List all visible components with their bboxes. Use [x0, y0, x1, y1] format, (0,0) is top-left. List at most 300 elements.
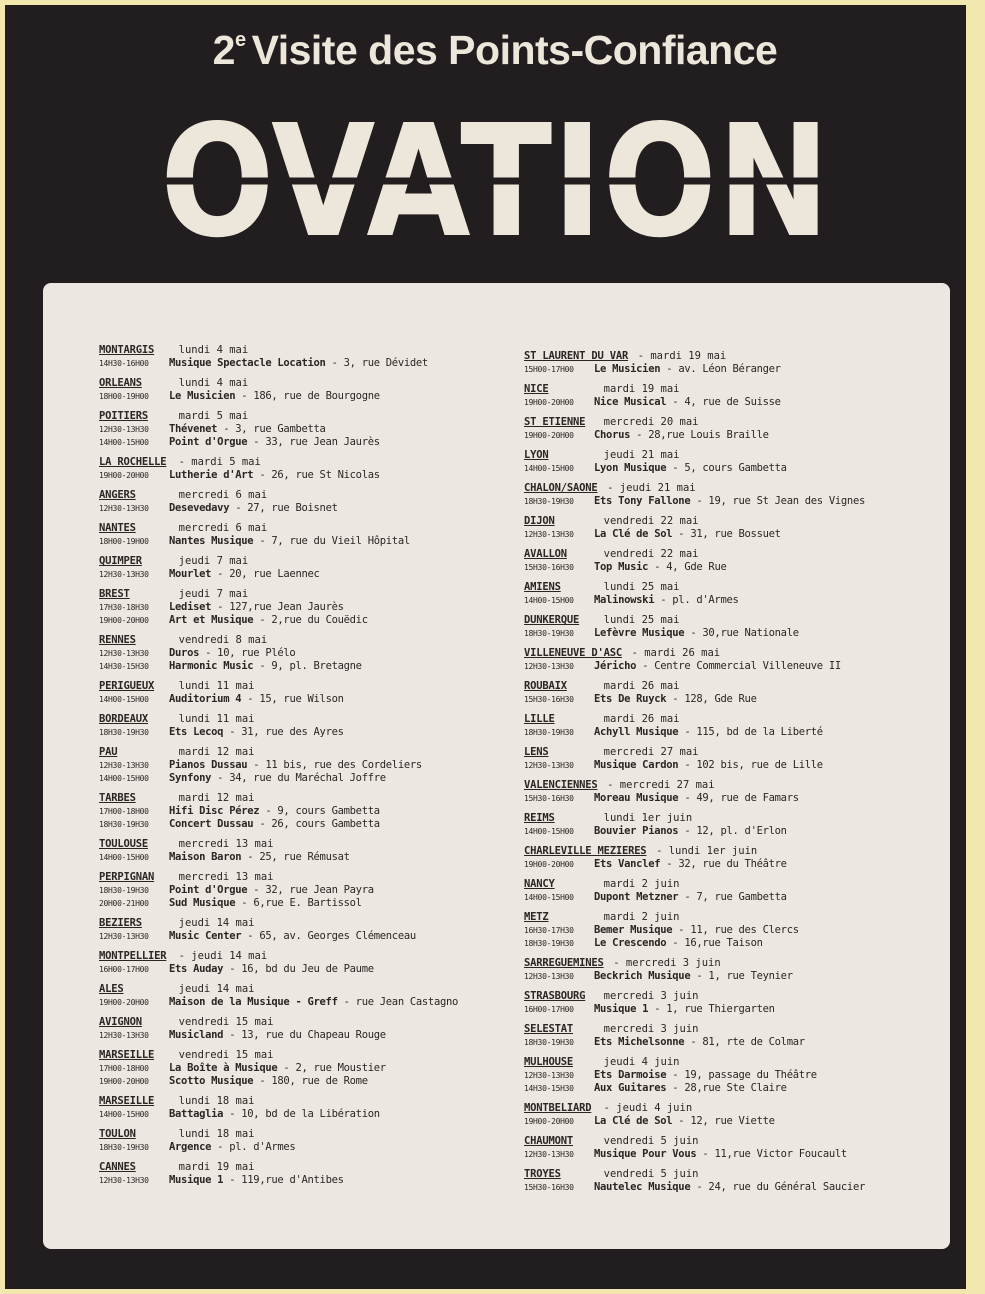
- entry-heading: [99, 341, 519, 354]
- stop-shop: Ets De Ruyck: [594, 693, 667, 705]
- stop-shop: Aux Guitares: [594, 1082, 667, 1094]
- stop-time: 19H00-20H00: [524, 860, 574, 869]
- schedule-entry: [524, 644, 934, 677]
- stop-shop: Concert Dussau: [169, 818, 254, 830]
- entry-heading: [99, 947, 519, 960]
- entry-city: NANCY: [524, 878, 555, 890]
- entry-city: NANTES: [99, 522, 136, 534]
- entry-stop: [524, 426, 934, 439]
- entry-date: mercredi 20 mai: [603, 416, 699, 428]
- stop-time: 12H30-13H30: [524, 1071, 574, 1080]
- stop-shop: Musique Cardon: [594, 759, 679, 771]
- entry-date: vendredi 15 mai: [178, 1049, 274, 1061]
- entry-city: MONTPELLIER: [99, 950, 167, 962]
- schedule-entry: [524, 512, 934, 545]
- entry-city: BREST: [99, 588, 130, 600]
- entry-city: CHAUMONT: [524, 1135, 573, 1147]
- entry-heading: [524, 1053, 934, 1066]
- stop-time: 20H00-21H00: [99, 899, 149, 908]
- entry-date: jeudi 14 mai: [178, 917, 255, 929]
- entry-city: PERIGUEUX: [99, 680, 155, 692]
- entry-date: jeudi 21 mai: [603, 449, 680, 461]
- entry-stop: [99, 993, 519, 1006]
- stop-shop: Ets Darmoise: [594, 1069, 667, 1081]
- ovation-logo: [155, 91, 835, 272]
- stop-time: 18H30-19H30: [99, 728, 149, 737]
- entry-city: LA ROCHELLE: [99, 456, 167, 468]
- entry-stop: [524, 1178, 934, 1191]
- stop-time: 15H30-16H30: [524, 794, 574, 803]
- stop-shop: La Boîte à Musique: [169, 1062, 278, 1074]
- entry-date: - mercredi 27 mai: [607, 779, 715, 791]
- stop-shop: Thévenet: [169, 423, 218, 435]
- schedule-entry: [524, 1099, 934, 1132]
- schedule-entry: [524, 776, 934, 809]
- entry-date: lundi 18 mai: [178, 1095, 255, 1107]
- entry-date: vendredi 5 juin: [603, 1135, 699, 1147]
- schedule-entry: [99, 486, 519, 519]
- stop-shop: Nice Musical: [594, 396, 667, 408]
- entry-heading: [99, 486, 519, 499]
- stop-time: 16H00-17H00: [524, 1005, 574, 1014]
- stop-address: - 3, rue Gambetta: [217, 423, 326, 435]
- entry-stop: [524, 756, 934, 769]
- entry-heading: [524, 1099, 934, 1112]
- schedule-entry: [99, 1046, 519, 1092]
- entry-city: QUIMPER: [99, 555, 142, 567]
- entry-date: lundi 11 mai: [178, 680, 255, 692]
- stop-time: 12H30-13H30: [99, 425, 149, 434]
- stop-address: - 31, rue Bossuet: [672, 528, 781, 540]
- entry-heading: [524, 380, 934, 393]
- ovation-logo-text: OVATION: [160, 91, 830, 272]
- schedule-entry: [524, 545, 934, 578]
- entry-date: mardi 12 mai: [178, 746, 255, 758]
- stop-shop: La Clé de Sol: [594, 528, 673, 540]
- entry-date: mardi 12 mai: [178, 792, 255, 804]
- stop-address: - pl. d'Armes: [211, 1141, 296, 1153]
- stop-shop: Musique Spectacle Location: [169, 357, 326, 369]
- stop-time: 12H30-13H30: [99, 1031, 149, 1040]
- entry-date: mercredi 3 juin: [603, 1023, 699, 1035]
- schedule-entry: [524, 1165, 934, 1198]
- entry-city: CHARLEVILLE MEZIERES: [524, 845, 647, 857]
- stop-time: 15H30-16H30: [524, 695, 574, 704]
- entry-city: MONTBELIARD: [524, 1102, 592, 1114]
- stop-shop: Moreau Musique: [594, 792, 679, 804]
- entry-stop: [524, 1066, 934, 1079]
- entry-city: PAU: [99, 746, 118, 758]
- entry-city: TROYES: [524, 1168, 561, 1180]
- stop-time: 17H00-18H00: [99, 807, 149, 816]
- entry-date: - mardi 26 mai: [631, 647, 721, 659]
- stop-time: 19H00-20H00: [99, 471, 149, 480]
- schedule-entry: [99, 1125, 519, 1158]
- schedule-entry: [99, 519, 519, 552]
- entry-stop: [524, 360, 934, 373]
- entry-stop: [524, 591, 934, 604]
- schedule-entry: [99, 947, 519, 980]
- entry-city: ORLEANS: [99, 377, 142, 389]
- entry-city: SARREGUEMINES: [524, 957, 604, 969]
- schedule-entry: [524, 347, 934, 380]
- stop-shop: Musique 1: [594, 1003, 649, 1015]
- entry-city: CHALON/SAONE: [524, 482, 598, 494]
- stop-address: - 5, cours Gambetta: [666, 462, 787, 474]
- stop-shop: Lutherie d'Art: [169, 469, 254, 481]
- stop-address: - 4, Gde Rue: [648, 561, 727, 573]
- schedule-entry: [99, 743, 519, 789]
- entry-heading: [524, 743, 934, 756]
- entry-stop: [524, 789, 934, 802]
- stop-shop: Achyll Musique: [594, 726, 679, 738]
- stop-shop: Hifi Disc Pérez: [169, 805, 260, 817]
- stop-shop: Ets Tony Fallone: [594, 495, 691, 507]
- stop-address: - 49, rue de Famars: [678, 792, 799, 804]
- entry-city: VALENCIENNES: [524, 779, 598, 791]
- entry-heading: [99, 710, 519, 723]
- entry-heading: [99, 519, 519, 532]
- stop-address: - 180, rue de Rome: [253, 1075, 368, 1087]
- stop-address: - 2,rue du Couëdic: [253, 614, 368, 626]
- entry-heading: [99, 1092, 519, 1105]
- entry-stop: [99, 433, 519, 446]
- stop-shop: Desevedavy: [169, 502, 230, 514]
- entry-stop: [524, 393, 934, 406]
- stop-time: 19H00-20H00: [524, 1117, 574, 1126]
- entry-heading: [524, 347, 934, 360]
- stop-time: 19H00-20H00: [524, 398, 574, 407]
- stop-shop: Jéricho: [594, 660, 637, 672]
- entry-stop: [99, 848, 519, 861]
- schedule-entry: [99, 1158, 519, 1191]
- stop-time: 12H30-13H30: [99, 761, 149, 770]
- entry-stop: [99, 815, 519, 828]
- entry-date: - mardi 19 mai: [637, 350, 727, 362]
- entry-stop: [99, 1026, 519, 1039]
- entry-date: mardi 26 mai: [603, 680, 680, 692]
- entry-heading: [524, 413, 934, 426]
- entry-heading: [524, 875, 934, 888]
- entry-date: lundi 25 mai: [603, 614, 680, 626]
- entry-city: CANNES: [99, 1161, 136, 1173]
- stop-shop: Beckrich Musique: [594, 970, 691, 982]
- stop-shop: Top Music: [594, 561, 649, 573]
- stop-shop: Maison de la Musique - Greff: [169, 996, 338, 1008]
- stop-time: 18H00-19H00: [99, 392, 149, 401]
- entry-heading: [99, 743, 519, 756]
- stop-address: - 24, rue du Général Saucier: [690, 1181, 865, 1193]
- entry-date: mercredi 3 juin: [603, 990, 699, 1002]
- stop-address: - 25, rue Rémusat: [241, 851, 350, 863]
- entry-date: mercredi 6 mai: [178, 522, 268, 534]
- stop-time: 19H00-20H00: [99, 998, 149, 1007]
- entry-heading: [99, 1158, 519, 1171]
- stop-shop: Bemer Musique: [594, 924, 673, 936]
- schedule-entry: [99, 341, 519, 374]
- stop-address: - 11 bis, rue des Cordeliers: [247, 759, 422, 771]
- entry-stop: [524, 1079, 934, 1092]
- schedule-entry: [524, 611, 934, 644]
- entry-city: TARBES: [99, 792, 136, 804]
- entry-heading: [99, 631, 519, 644]
- stop-time: 18H30-19H30: [524, 728, 574, 737]
- entry-date: vendredi 5 juin: [603, 1168, 699, 1180]
- headline-title: Visite des Points-Confiance: [251, 27, 778, 73]
- entry-stop: [524, 1112, 934, 1125]
- stop-address: - 11,rue Victor Foucault: [696, 1148, 847, 1160]
- stop-time: 16H00-17H00: [99, 965, 149, 974]
- stop-address: - 27, rue Boisnet: [229, 502, 338, 514]
- entry-heading: [99, 1013, 519, 1026]
- entry-city: VILLENEUVE D'ASC: [524, 647, 622, 659]
- stop-time: 12H30-13H30: [524, 530, 574, 539]
- entry-city: AMIENS: [524, 581, 561, 593]
- stop-time: 14H00-15H00: [99, 774, 149, 783]
- stop-address: - 30,rue Nationale: [684, 627, 799, 639]
- entry-heading: [99, 585, 519, 598]
- stop-time: 19H00-20H00: [99, 616, 149, 625]
- stop-shop: Battaglia: [169, 1108, 224, 1120]
- entry-date: jeudi 7 mai: [178, 588, 249, 600]
- entry-date: mardi 2 juin: [603, 911, 680, 923]
- entry-date: - mardi 5 mai: [178, 456, 261, 468]
- stop-shop: Maison Baron: [169, 851, 242, 863]
- stop-address: - 15, rue Wilson: [241, 693, 344, 705]
- entry-date: vendredi 15 mai: [178, 1016, 274, 1028]
- entry-stop: [524, 1033, 934, 1046]
- stop-shop: Nautelec Musique: [594, 1181, 691, 1193]
- stop-time: 12H30-13H30: [99, 504, 149, 513]
- entry-heading: [524, 578, 934, 591]
- headline-ordinal: 2: [212, 27, 235, 73]
- entry-city: LENS: [524, 746, 549, 758]
- stop-address: - Centre Commercial Villeneuve II: [636, 660, 841, 672]
- schedule-entry: [99, 868, 519, 914]
- schedule-entry: [524, 677, 934, 710]
- entry-stop: [99, 769, 519, 782]
- stop-address: - 65, av. Georges Clémenceau: [241, 930, 416, 942]
- entry-heading: [99, 1125, 519, 1138]
- entry-date: mercredi 13 mai: [178, 838, 274, 850]
- stop-address: - 12, pl. d'Erlon: [678, 825, 787, 837]
- entry-heading: [524, 446, 934, 459]
- stop-address: - 9, cours Gambetta: [259, 805, 380, 817]
- entry-stop: [99, 420, 519, 433]
- stop-address: - 102 bis, rue de Lille: [678, 759, 823, 771]
- stop-shop: Auditorium 4: [169, 693, 242, 705]
- entry-heading: [99, 914, 519, 927]
- entry-city: RENNES: [99, 634, 136, 646]
- entry-city: AVIGNON: [99, 1016, 142, 1028]
- stop-time: 12H30-13H30: [524, 1150, 574, 1159]
- schedule-panel: [43, 283, 950, 1249]
- stop-shop: Malinowski: [594, 594, 655, 606]
- stop-time: 15H30-16H30: [524, 563, 574, 572]
- stop-time: 15H00-17H00: [524, 365, 574, 374]
- entry-date: mardi 2 juin: [603, 878, 680, 890]
- stop-time: 18H30-19H30: [524, 497, 574, 506]
- stop-time: 14H30-15H30: [524, 1084, 574, 1093]
- entry-stop: [99, 565, 519, 578]
- entry-stop: [524, 723, 934, 736]
- stop-address: - pl. d'Armes: [654, 594, 739, 606]
- stop-time: 12H30-13H30: [99, 1176, 149, 1185]
- stop-address: - 4, rue de Suisse: [666, 396, 781, 408]
- schedule-entry: [524, 710, 934, 743]
- entry-date: - jeudi 14 mai: [178, 950, 268, 962]
- entry-city: ALES: [99, 983, 124, 995]
- stop-address: - 10, bd de la Libération: [223, 1108, 380, 1120]
- stop-address: - 1, rue Thiergarten: [648, 1003, 775, 1015]
- stop-shop: Ets Vanclef: [594, 858, 661, 870]
- stop-shop: Harmonic Music: [169, 660, 254, 672]
- stop-address: - 186, rue de Bourgogne: [235, 390, 380, 402]
- entry-date: lundi 1er juin: [603, 812, 693, 824]
- entry-stop: [99, 657, 519, 670]
- stop-address: - 26, rue St Nicolas: [253, 469, 380, 481]
- entry-city: TOULOUSE: [99, 838, 148, 850]
- stop-shop: Ets Auday: [169, 963, 224, 975]
- schedule-entry: [524, 987, 934, 1020]
- entry-city: MARSEILLE: [99, 1095, 155, 1107]
- entry-date: mercredi 27 mai: [603, 746, 699, 758]
- entry-date: lundi 4 mai: [178, 377, 249, 389]
- entry-stop: [99, 1138, 519, 1151]
- entry-stop: [99, 960, 519, 973]
- stop-time: 12H30-13H30: [524, 662, 574, 671]
- stop-address: - av. Léon Béranger: [660, 363, 781, 375]
- entry-date: jeudi 7 mai: [178, 555, 249, 567]
- stop-address: - 20, rue Laennec: [211, 568, 320, 580]
- stop-shop: Musique Pour Vous: [594, 1148, 697, 1160]
- stop-shop: Art et Musique: [169, 614, 254, 626]
- stop-time: 17H00-18H00: [99, 1064, 149, 1073]
- entry-heading: [524, 1165, 934, 1178]
- stop-shop: Music Center: [169, 930, 242, 942]
- stop-time: 14H00-15H00: [524, 596, 574, 605]
- stop-shop: Synfony: [169, 772, 212, 784]
- stop-address: - 16, bd du Jeu de Paume: [223, 963, 374, 975]
- entry-stop: [524, 921, 934, 934]
- stop-shop: Ets Lecoq: [169, 726, 224, 738]
- entry-city: MONTARGIS: [99, 344, 155, 356]
- schedule-entry: [524, 380, 934, 413]
- entry-date: - mercredi 3 juin: [613, 957, 721, 969]
- stop-time: 15H30-16H30: [524, 1183, 574, 1192]
- entry-heading: [99, 374, 519, 387]
- entry-stop: [99, 927, 519, 940]
- stop-address: - 7, rue Gambetta: [678, 891, 787, 903]
- entry-heading: [524, 545, 934, 558]
- stop-shop: Nantes Musique: [169, 535, 254, 547]
- entry-date: mardi 5 mai: [178, 410, 249, 422]
- stop-address: - 6,rue E. Bartissol: [235, 897, 362, 909]
- entry-city: BORDEAUX: [99, 713, 148, 725]
- stop-time: 12H30-13H30: [524, 761, 574, 770]
- entry-stop: [524, 657, 934, 670]
- entry-heading: [524, 842, 934, 855]
- entry-stop: [99, 802, 519, 815]
- stop-shop: Scotto Musique: [169, 1075, 254, 1087]
- entry-city: MARSEILLE: [99, 1049, 155, 1061]
- entry-stop: [524, 967, 934, 980]
- stop-address: - 81, rte de Colmar: [684, 1036, 805, 1048]
- stop-address: - 7, rue du Vieil Hôpital: [253, 535, 410, 547]
- stop-time: 16H30-17H30: [524, 926, 574, 935]
- entry-stop: [524, 855, 934, 868]
- entry-stop: [524, 558, 934, 571]
- schedule-entry: [99, 585, 519, 631]
- entry-date: jeudi 4 juin: [603, 1056, 680, 1068]
- entry-date: mardi 19 mai: [178, 1161, 255, 1173]
- entry-heading: [524, 776, 934, 789]
- entry-heading: [524, 710, 934, 723]
- entry-stop: [524, 459, 934, 472]
- entry-stop: [99, 387, 519, 400]
- schedule-entry: [524, 875, 934, 908]
- stop-time: 18H30-19H30: [99, 820, 149, 829]
- entry-stop: [524, 822, 934, 835]
- stop-shop: Mourlet: [169, 568, 212, 580]
- entry-heading: [524, 954, 934, 967]
- stop-time: 12H30-13H30: [99, 649, 149, 658]
- schedule-entry: [99, 631, 519, 677]
- stop-time: 12H30-13H30: [524, 972, 574, 981]
- stop-address: - 33, rue Jean Jaurès: [247, 436, 380, 448]
- schedule-entry: [524, 578, 934, 611]
- stop-address: - 19, passage du Théâtre: [666, 1069, 817, 1081]
- schedule-entry: [99, 789, 519, 835]
- entry-heading: [524, 809, 934, 822]
- entry-heading: [524, 908, 934, 921]
- stop-shop: Musicland: [169, 1029, 224, 1041]
- entry-stop: [99, 354, 519, 367]
- entry-stop: [524, 1000, 934, 1013]
- entry-date: - lundi 1er juin: [656, 845, 758, 857]
- schedule-entry: [99, 980, 519, 1013]
- schedule-entry: [99, 835, 519, 868]
- schedule-entry: [99, 453, 519, 486]
- stop-shop: Lediset: [169, 601, 212, 613]
- stop-address: - 13, rue du Chapeau Rouge: [223, 1029, 386, 1041]
- entry-stop: [99, 1171, 519, 1184]
- entry-heading: [99, 453, 519, 466]
- entry-city: ROUBAIX: [524, 680, 567, 692]
- stop-address: - 128, Gde Rue: [666, 693, 757, 705]
- entry-city: BEZIERS: [99, 917, 142, 929]
- entry-stop: [524, 624, 934, 637]
- stop-shop: Sud Musique: [169, 897, 236, 909]
- stop-time: 14H30-15H30: [99, 662, 149, 671]
- stop-address: - 2, rue Moustier: [277, 1062, 386, 1074]
- entry-stop: [99, 881, 519, 894]
- schedule-entry: [99, 552, 519, 585]
- entry-heading: [99, 980, 519, 993]
- entry-stop: [99, 756, 519, 769]
- entry-heading: [99, 835, 519, 848]
- stop-address: - 3, rue Dévidet: [325, 357, 428, 369]
- entry-heading: [524, 1020, 934, 1033]
- stop-address: - 16,rue Taison: [666, 937, 763, 949]
- entry-heading: [524, 677, 934, 690]
- entry-stop: [524, 525, 934, 538]
- entry-heading: [99, 789, 519, 802]
- schedule-entry: [524, 743, 934, 776]
- entry-stop: [99, 723, 519, 736]
- stop-shop: Point d'Orgue: [169, 884, 248, 896]
- entry-stop: [99, 1072, 519, 1085]
